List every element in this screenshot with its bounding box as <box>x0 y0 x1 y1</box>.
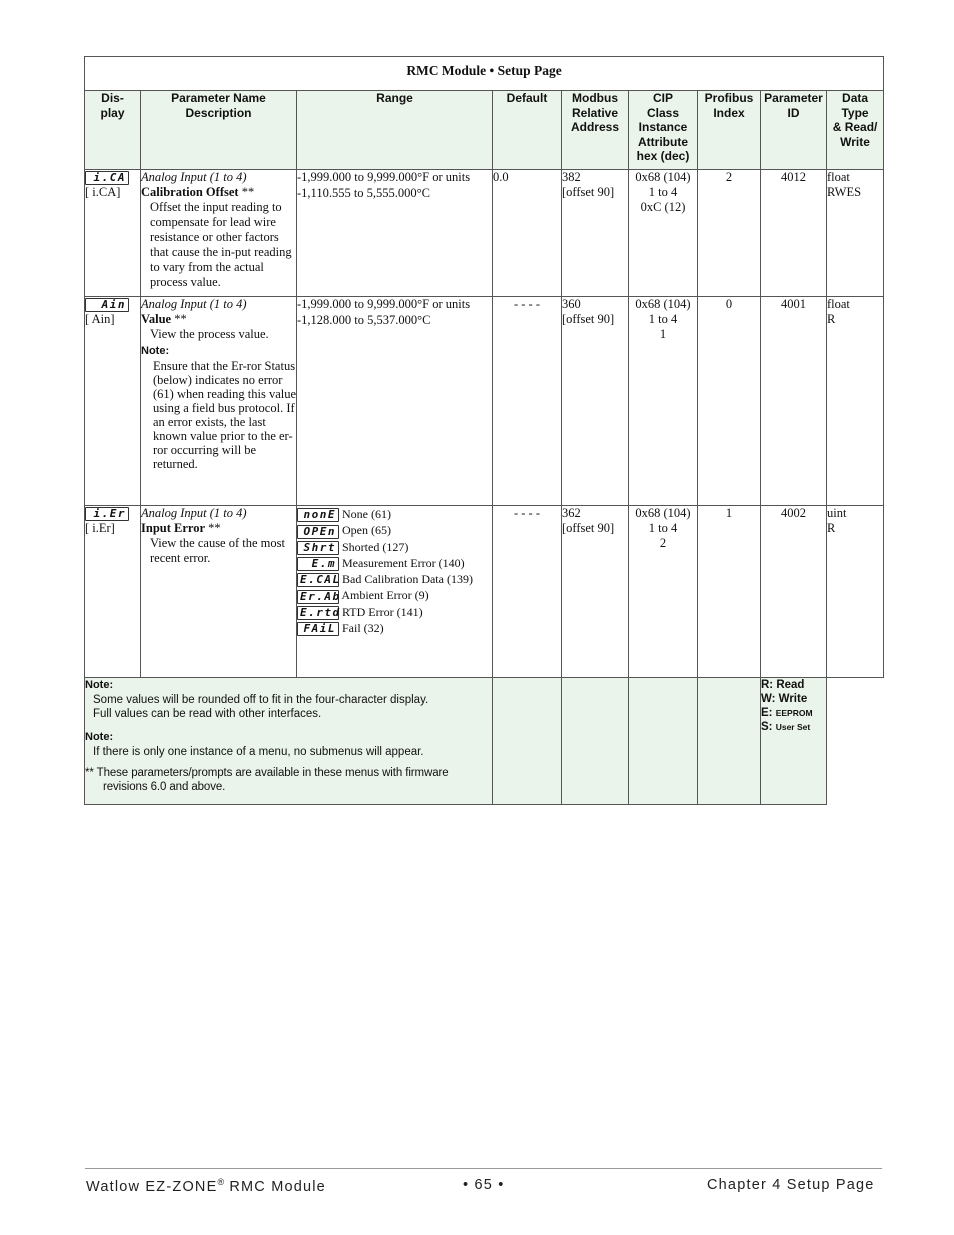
notes-blank <box>629 678 698 805</box>
data-type: uint <box>827 506 847 520</box>
legend-user-set: S: User Set <box>761 721 811 733</box>
modbus-address: 362 <box>562 506 581 520</box>
parameter-cell <box>141 170 297 297</box>
header-default: Default <box>493 91 562 170</box>
header-modbus: Modbus Relative Address <box>562 91 629 170</box>
note-label: Note: <box>85 679 114 691</box>
firmware-mark: ** <box>174 312 187 326</box>
data-type-cell <box>827 297 884 506</box>
cip-attribute: 1 <box>659 327 667 341</box>
parameter-name: Input Error <box>141 521 206 535</box>
parameter-cell <box>141 506 297 678</box>
option-item: nonE None (61) <box>297 507 492 522</box>
option-item: E.CAL Bad Calibration Data (139) <box>297 572 492 587</box>
legend-read: R: Read <box>761 679 805 691</box>
read-write: RWES <box>827 185 862 199</box>
profibus-index: 1 <box>698 506 761 678</box>
data-type: float <box>827 297 850 311</box>
note-text: Full values can be read with other interfaces. <box>93 708 322 720</box>
note-label: Note: <box>141 345 170 357</box>
display-text: [ i.Er] <box>85 521 115 536</box>
legend-write: W: Write <box>761 693 808 705</box>
header-parameter: Parameter Name Description <box>141 91 297 170</box>
parameter-id: 4001 <box>761 297 827 506</box>
option-item: FAiL Fail (32) <box>297 621 492 636</box>
display-text: [ Ain] <box>85 312 115 327</box>
lcd-display: i.Er <box>85 507 129 521</box>
range-fahrenheit: -1,999.000 to 9,999.000°F or units <box>297 170 471 184</box>
default-value: - - - - <box>493 506 562 678</box>
footer-right: Chapter 4 Setup Page <box>707 1177 875 1193</box>
profibus-index: 2 <box>698 170 761 297</box>
header-row <box>85 91 884 170</box>
table-row <box>85 170 884 297</box>
page-number: • 65 • <box>463 1177 505 1193</box>
data-type: float <box>827 170 850 184</box>
option-item: E.rtd RTD Error (141) <box>297 605 492 620</box>
table-title: RMC Module • Setup Page <box>85 57 884 91</box>
setup-page-table <box>84 56 884 805</box>
modbus-address: 360 <box>562 297 581 311</box>
footer-left: Watlow EZ-ZONE® RMC Module <box>86 1177 326 1195</box>
option-item: OPEn Open (65) <box>297 523 492 538</box>
cip-instance: 1 to 4 <box>648 521 678 535</box>
default-value: 0.0 <box>493 170 562 297</box>
parameter-group: Analog Input (1 to 4) <box>141 170 247 184</box>
header-display: Dis- play <box>85 91 141 170</box>
option-item: Shrt Shorted (127) <box>297 540 492 555</box>
parameter-description: View the process value. <box>150 327 269 341</box>
note-text: Ensure that the Er-ror Status (below) indicates no error (61) when reading this value using a field bus protocol. If an error exists, the last known value prior to the er-ror occurring will be returned. <box>153 359 297 471</box>
read-write-legend <box>761 678 827 805</box>
note-text: Some values will be rounded off to fit in the four-character display. <box>93 694 429 706</box>
default-value: - - - - <box>493 297 562 506</box>
firmware-mark: ** <box>241 185 255 199</box>
modbus-cell <box>562 506 629 678</box>
read-write: R <box>827 521 836 535</box>
notes-blank <box>562 678 629 805</box>
range-cell <box>297 297 493 506</box>
header-parameter-id: Parameter ID <box>761 91 827 170</box>
data-type-cell <box>827 506 884 678</box>
cip-attribute: 0xC (12) <box>640 200 686 214</box>
parameter-name: Calibration Offset <box>141 185 239 199</box>
display-text: [ i.CA] <box>85 185 121 200</box>
header-profibus: Profibus Index <box>698 91 761 170</box>
footer-rule <box>85 1168 882 1169</box>
options-cell <box>297 506 493 678</box>
cip-instance: 1 to 4 <box>648 312 678 326</box>
notes-cell <box>85 678 493 805</box>
modbus-address: 382 <box>562 170 581 184</box>
parameter-group: Analog Input (1 to 4) <box>141 297 247 311</box>
data-type-cell <box>827 170 884 297</box>
cip-instance: 1 to 4 <box>648 185 678 199</box>
header-range: Range <box>297 91 493 170</box>
modbus-offset: [offset 90] <box>562 185 615 199</box>
parameter-cell <box>141 297 297 506</box>
read-write: R <box>827 312 836 326</box>
header-data-type: Data Type & Read/ Write <box>827 91 884 170</box>
notes-blank <box>493 678 562 805</box>
modbus-offset: [offset 90] <box>562 521 615 535</box>
option-item: E.m Measurement Error (140) <box>297 556 492 571</box>
legend-eeprom: E: EEPROM <box>761 707 813 719</box>
cip-cell <box>629 170 698 297</box>
range-celsius: -1,128.000 to 5,537.000°C <box>297 313 431 327</box>
parameter-id: 4002 <box>761 506 827 678</box>
parameter-description: Offset the input reading to compensate for lead wire resistance or other factors that cause the in-put reading to vary from the actual process value. <box>150 200 292 289</box>
cip-class: 0x68 (104) <box>635 506 691 520</box>
cip-class: 0x68 (104) <box>635 170 691 184</box>
header-cip: CIP Class Instance Attribute hex (dec) <box>629 91 698 170</box>
parameter-description: View the cause of the most recent error. <box>150 536 285 565</box>
cip-cell <box>629 297 698 506</box>
option-item: Er.Ab Ambient Error (9) <box>297 588 492 603</box>
note-label: Note: <box>85 731 114 743</box>
firmware-mark: ** <box>208 521 221 535</box>
notes-blank <box>698 678 761 805</box>
parameter-name: Value <box>141 312 172 326</box>
display-cell <box>85 297 141 506</box>
cip-cell <box>629 506 698 678</box>
parameter-id: 4012 <box>761 170 827 297</box>
modbus-offset: [offset 90] <box>562 312 615 326</box>
note-text: If there is only one instance of a menu, no submenus will appear. <box>93 746 424 758</box>
lcd-display: Ain <box>85 298 129 312</box>
range-celsius: -1,110.555 to 5,555.000°C <box>297 186 431 200</box>
display-cell <box>85 506 141 678</box>
range-fahrenheit: -1,999.000 to 9,999.000°F or units <box>297 297 471 311</box>
modbus-cell <box>562 297 629 506</box>
modbus-cell <box>562 170 629 297</box>
parameter-group: Analog Input (1 to 4) <box>141 506 247 520</box>
lcd-display: i.CA <box>85 171 129 185</box>
firmware-note: ** These parameters/prompts are available in these menus with firmware revisions 6.0 and above. <box>85 767 449 793</box>
notes-row <box>85 678 884 805</box>
cip-attribute: 2 <box>659 536 667 550</box>
table-row <box>85 506 884 678</box>
profibus-index: 0 <box>698 297 761 506</box>
range-cell <box>297 170 493 297</box>
cip-class: 0x68 (104) <box>635 297 691 311</box>
display-cell <box>85 170 141 297</box>
table-row <box>85 297 884 506</box>
